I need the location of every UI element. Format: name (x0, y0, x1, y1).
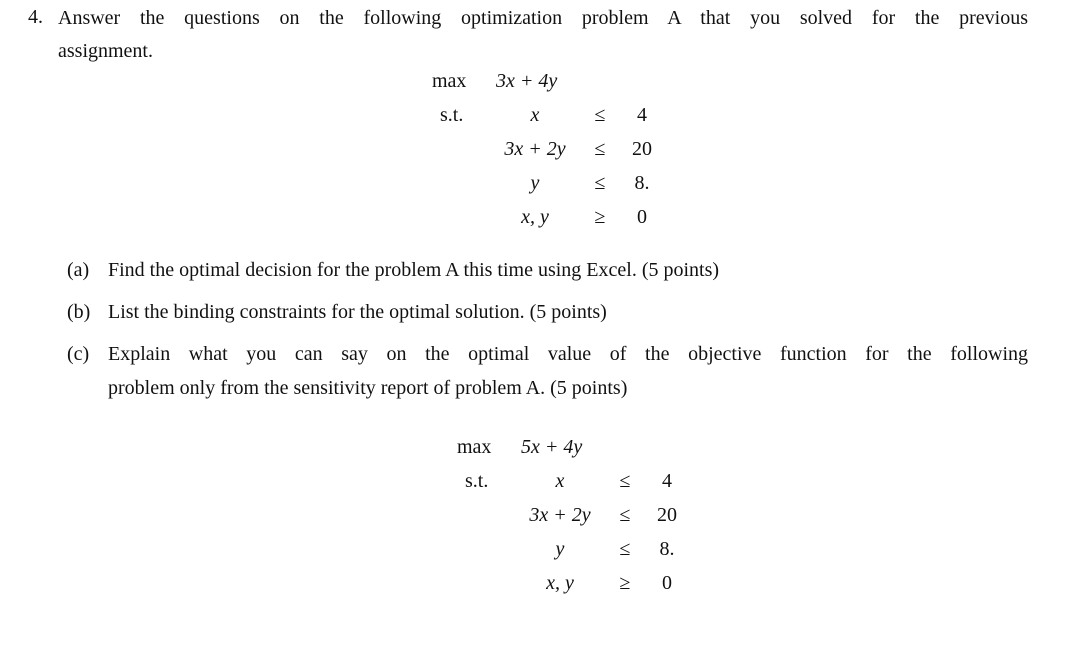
constraint-2-lhs: 3x + 2y (504, 138, 566, 160)
constraint-4-lhs: x, y (546, 572, 574, 594)
question-number: 4. (28, 6, 43, 28)
constraint-3-rhs: 8. (659, 538, 675, 560)
constraint-1-rhs: 4 (637, 104, 647, 126)
constraint-3-lhs: y (530, 172, 540, 194)
constraint-2-rhs: 20 (657, 504, 677, 526)
constraint-3-rel: ≤ (594, 172, 606, 194)
constraint-2-rel: ≤ (619, 504, 631, 526)
part-b-text: List the binding constraints for the optimal solution. (5 points) (108, 301, 607, 323)
constraint-4-rel: ≥ (594, 206, 606, 228)
problem-b-formulation (457, 434, 787, 604)
constraint-3-rhs: 8. (634, 172, 650, 194)
constraint-4-rel: ≥ (619, 572, 631, 594)
part-c-text-line1: Explain what you can say on the optimal value of the objective function for the following (108, 343, 1028, 365)
part-c-label: (c) (67, 343, 90, 365)
constraint-4-rhs: 0 (637, 206, 647, 228)
constraint-2-rhs: 20 (632, 138, 652, 160)
question-text-line2: assignment. (58, 40, 153, 62)
constraint-1-rel: ≤ (594, 104, 606, 126)
part-a-text: Find the optimal decision for the problem A this time using Excel. (5 points) (108, 259, 720, 281)
max-label: max (457, 436, 492, 458)
question-text-line1: Answer the questions on the following optimization problem A that you solved for the previous (58, 7, 1028, 29)
objective-function: 5x + 4y (521, 436, 583, 458)
constraint-4-lhs: x, y (521, 206, 549, 228)
st-label: s.t. (440, 104, 464, 126)
constraint-4-rhs: 0 (662, 572, 672, 594)
constraint-2-rel: ≤ (594, 138, 606, 160)
st-label: s.t. (465, 470, 489, 492)
constraint-1-rhs: 4 (662, 470, 672, 492)
problem-a-formulation (432, 68, 762, 238)
constraint-1-lhs: x (530, 104, 540, 126)
part-c-text-line2: problem only from the sensitivity report of problem A. (5 points) (108, 377, 628, 399)
part-a-label: (a) (67, 259, 90, 281)
constraint-3-lhs: y (555, 538, 565, 560)
max-label: max (432, 70, 467, 92)
part-b-label: (b) (67, 301, 91, 323)
constraint-1-rel: ≤ (619, 470, 631, 492)
objective-function: 3x + 4y (496, 70, 558, 92)
constraint-1-lhs: x (555, 470, 565, 492)
constraint-2-lhs: 3x + 2y (529, 504, 591, 526)
constraint-3-rel: ≤ (619, 538, 631, 560)
